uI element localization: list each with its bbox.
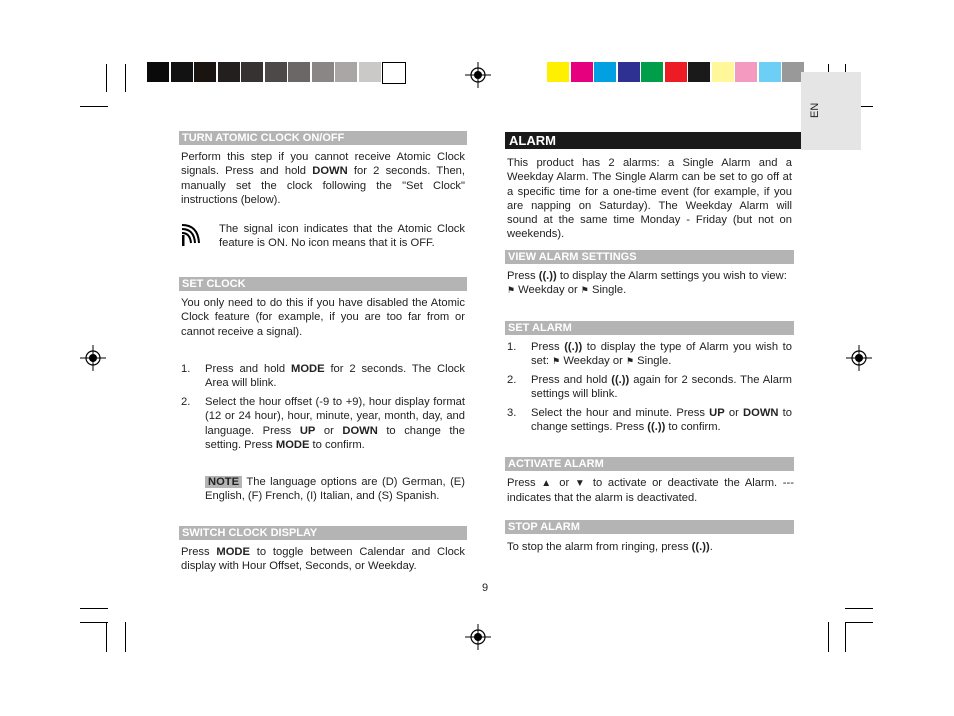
section-header-activate-alarm: ACTIVATE ALARM: [505, 457, 794, 471]
set-clock-step-1: 1. Press and hold MODE for 2 seconds. The Clock Area will blink.: [181, 363, 465, 390]
section-header-set-alarm: SET ALARM: [505, 321, 794, 335]
crop-mark: [125, 622, 126, 652]
activate-alarm-paragraph: Press ▲ or ▼ to activate or deactivate the Alarm. --- indicates that the alarm is deactivated.: [507, 477, 794, 505]
single-alarm-icon: ⚑: [580, 285, 589, 296]
signal-description: The signal icon indicates that the Atomic Clock feature is ON. No icon means that it is OFF.: [219, 223, 465, 250]
alarm-intro: This product has 2 alarms: a Single Alarm and a Weekday Alarm. The Single Alarm can be set to go off at a specific time for a one-time event (for example, if you are napping on Saturday). The Weekday Alarm will sound at the same time Monday - Friday (but not on weekends).: [507, 157, 792, 241]
color-swatch: [688, 62, 710, 82]
page-number: 9: [482, 582, 489, 594]
crop-mark: [845, 608, 873, 609]
weekday-alarm-icon: ⚑: [552, 356, 561, 367]
color-swatch: [571, 62, 593, 82]
color-swatch: [547, 62, 569, 82]
set-alarm-step-3: 3. Select the hour and minute. Press UP or DOWN to change settings. Press ((.)) to confirm.: [507, 407, 792, 434]
color-swatch: [665, 62, 687, 82]
gray-swatch: [312, 62, 334, 82]
color-swatch: [641, 62, 663, 82]
gray-swatch: [335, 62, 357, 82]
set-alarm-step-2: 2. Press and hold ((.)) again for 2 seconds. The Alarm settings will blink.: [507, 374, 792, 401]
registration-mark-icon: [80, 345, 106, 371]
weekday-alarm-icon: ⚑: [507, 285, 516, 296]
section-header-switch-display: SWITCH CLOCK DISPLAY: [179, 526, 467, 540]
gray-swatch: [288, 62, 310, 82]
language-note: NOTE The language options are (D) German, (E) English, (F) French, (I) Italian, and (S) Spanish.: [205, 476, 465, 503]
gray-swatch: [265, 62, 287, 82]
up-arrow-icon: ▲: [541, 478, 554, 489]
single-alarm-icon: ⚑: [625, 356, 635, 367]
crop-mark: [106, 64, 107, 92]
crop-mark: [845, 622, 873, 623]
signal-icon: [180, 223, 202, 247]
down-arrow-icon: ▼: [574, 478, 588, 489]
color-swatch: [759, 62, 781, 82]
color-swatch: [735, 62, 757, 82]
switch-display-paragraph: Press MODE to toggle between Calendar and Clock display with Hour Offset, Seconds, or Weekday.: [181, 546, 465, 573]
stop-alarm-paragraph: To stop the alarm from ringing, press ((.)).: [507, 541, 713, 553]
crop-mark: [828, 622, 829, 652]
gray-swatch: [241, 62, 263, 82]
registration-mark-icon: [465, 624, 491, 650]
section-header-atomic: TURN ATOMIC CLOCK ON/OFF: [179, 131, 467, 145]
crop-mark: [106, 622, 107, 652]
color-swatch: [712, 62, 734, 82]
crop-mark: [845, 622, 846, 652]
color-swatch: [594, 62, 616, 82]
gray-swatch: [147, 62, 169, 82]
section-header-set-clock: SET CLOCK: [179, 277, 467, 291]
language-tab: [801, 72, 861, 150]
language-tab-label: EN: [809, 102, 821, 118]
gray-swatch: [171, 62, 193, 82]
note-label: NOTE: [205, 476, 242, 488]
view-alarm-paragraph: Press ((.)) to display the Alarm settings you wish to view: ⚑ Weekday or ⚑ Single.: [507, 270, 787, 297]
gray-swatch: [194, 62, 216, 82]
set-alarm-step-1: 1. Press ((.)) to display the type of Alarm you wish to set: ⚑ Weekday or ⚑ Single.: [507, 341, 792, 368]
registration-mark-icon: [465, 62, 491, 88]
set-clock-step-2: 2. Select the hour offset (-9 to +9), hour display format (12 or 24 hour), hour, minute, year, month, day, and language. Press UP or DOWN to change the setting. Press MODE to confirm.: [181, 396, 465, 451]
atomic-paragraph: Perform this step if you cannot receive Atomic Clock signals. Press and hold DOWN for 2 seconds. Then, manually set the clock following the "Set Clock" instructions (below).: [181, 151, 465, 206]
section-header-view-alarm: VIEW ALARM SETTINGS: [505, 250, 794, 264]
gray-swatch: [382, 62, 406, 84]
section-header-stop-alarm: STOP ALARM: [505, 520, 794, 534]
gray-swatch: [218, 62, 240, 82]
gray-swatch: [359, 62, 381, 82]
crop-mark: [125, 64, 126, 92]
crop-mark: [80, 622, 108, 623]
crop-mark: [80, 106, 108, 107]
crop-mark: [80, 608, 108, 609]
set-clock-intro: You only need to do this if you have disabled the Atomic Clock feature (for example, if you are too far from or cannot receive a signal).: [181, 297, 465, 338]
registration-mark-icon: [846, 345, 872, 371]
color-swatch: [618, 62, 640, 82]
section-header-alarm: ALARM: [505, 132, 801, 149]
